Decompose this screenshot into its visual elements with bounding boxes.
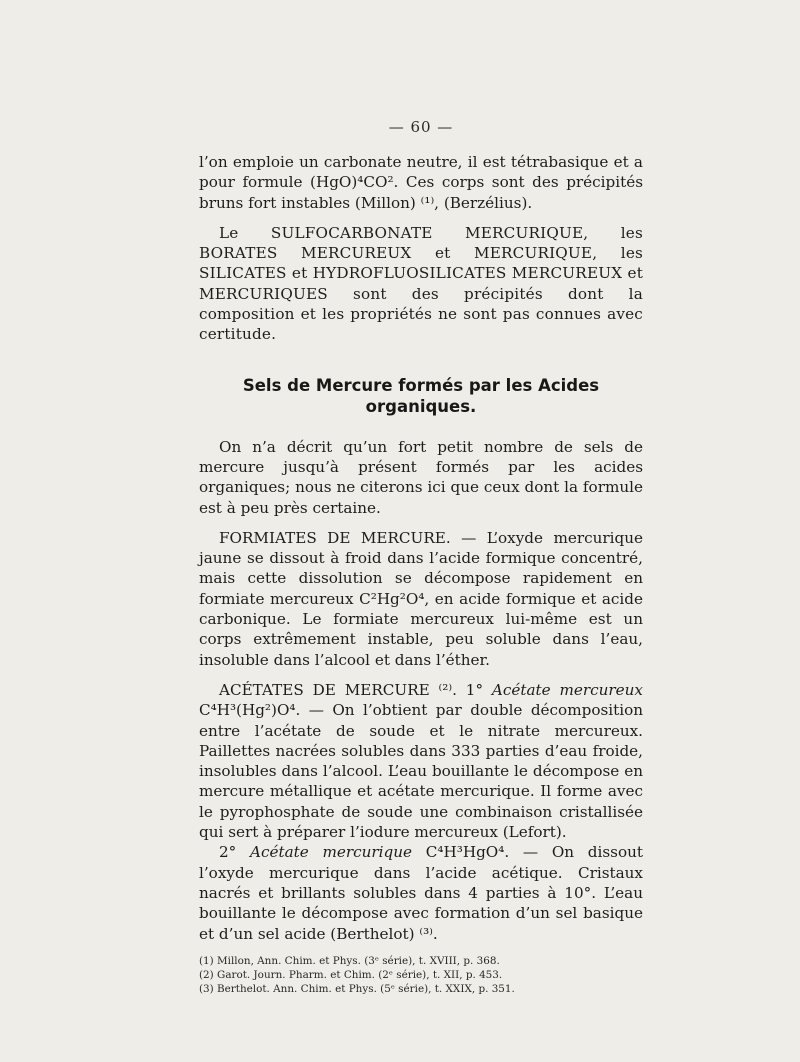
acetates-text: C⁴H³(Hg²)O⁴. — On l’obtient par double décomposition entre l’acétate de soude et le nitrate mercureux. Paillettes nacrées solubles dans 333 parties d’eau froide, insolubles dans l’alcool. L’eau bouillante le décompose en mercure métallique et acétate mercurique. Il forme avec le pyrophosphate de soude une combinaison cristallisée qui sert à préparer l’iodure mercureux (Lefort). [199,701,643,842]
section-heading: Sels de Mercure formés par les Acides organiques. [242,375,600,416]
paragraph-carbonate-continuation: l’on emploie un carbonate neutre, il est tétrabasique et a pour formule (HgO)⁴CO². Ces corps sont des précipités bruns fort instables (Millon) ⁽¹⁾, (Berzélius). [199,153,643,212]
acetate-mercureux-term: Acétate mercureux [491,680,643,699]
paragraph-acetates [199,680,643,842]
footnotes [199,954,643,996]
document-page [199,118,643,996]
paragraph-introduction: On n’a décrit qu’un fort petit nombre de sels de mercure jusqu’à présent formés par les acides organiques; nous ne citerons ici que ceux dont la formule est à peu près certaine. [199,437,643,517]
acetate-mercurique-lead: 2° [219,843,237,862]
footnote-3: (3) Berthelot. Ann. Chim. et Phys. (5ᵉ série), t. XXIX, p. 351. [199,982,515,995]
acetate-mercurique-text: C⁴H³HgO⁴. — On dissout l’oxyde mercurique dans l’acide acétique. Cristaux nacrés et brillants solubles dans 4 parties à 10°. L’eau bouillante le décompose avec formation d’un sel basique et d’un sel acide (Berthelot) ⁽³⁾. [199,843,644,943]
page-number: — 60 — [388,118,454,136]
footnote-1: (1) Millon, Ann. Chim. et Phys. (3ᵉ série), t. XVIII, p. 368. [199,954,500,967]
acetates-lead: ACÉTATES DE MERCURE ⁽²⁾. 1° [219,680,484,699]
paragraph-formiates: FORMIATES DE MERCURE. — L’oxyde mercurique jaune se dissout à froid dans l’acide formique concentré, mais cette dissolution se décompose rapidement en formiate mercureux C²Hg²O⁴, en acide formique et acide carbonique. Le formiate mercureux lui-même est un corps extrêmement instable, peu soluble dans l’eau, insoluble dans l’alcool et dans l’éther. [199,528,643,669]
paragraph-acetate-mercurique [199,842,643,943]
footnote-2: (2) Garot. Journ. Pharm. et Chim. (2ᵉ série), t. XII, p. 453. [199,968,503,981]
paragraph-sulfocarbonate: Le SULFOCARBONATE MERCURIQUE, les BORATES MERCUREUX et MERCURIQUE, les SILICATES et HYDROFLUOSILICATES MERCUREUX et MERCURIQUES sont des précipités dont la composition et les propriétés ne sont pas connues avec certitude. [199,223,643,344]
acetate-mercurique-term: Acétate mercurique [250,843,413,862]
